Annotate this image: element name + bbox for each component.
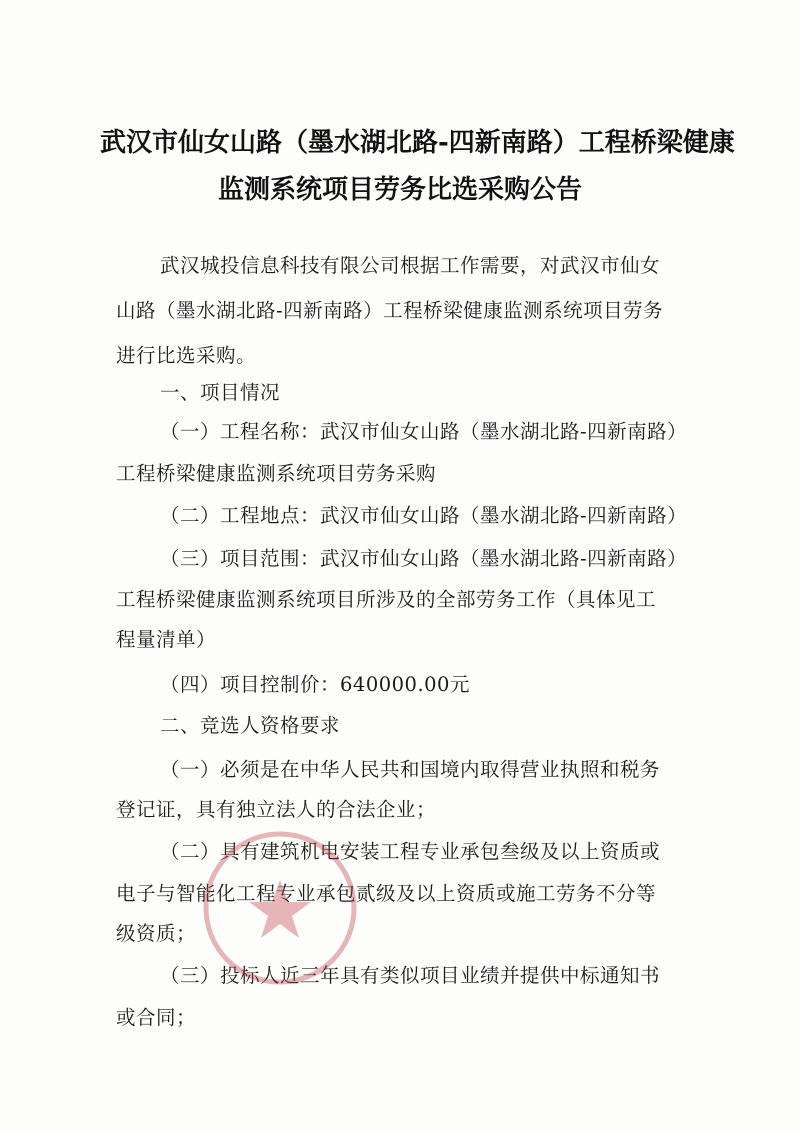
section-1-heading: 一、项目情况 xyxy=(160,381,281,404)
seal-star-icon xyxy=(249,880,311,938)
section-1-item-1-line-1: （一）工程名称：武汉市仙女山路（墨水湖北路-四新南路） xyxy=(160,420,688,443)
section-1-item-2: （二）工程地点：武汉市仙女山路（墨水湖北路-四新南路） xyxy=(160,504,688,527)
section-2-item-3-line-1: （三）投标人近三年具有类似项目业绩并提供中标通知书 xyxy=(160,964,661,987)
intro-line-3: 进行比选采购。 xyxy=(116,344,257,367)
intro-line-2: 山路（墨水湖北路-四新南路）工程桥梁健康监测系统项目劳务 xyxy=(116,299,664,322)
section-2-item-2-line-1: （二）具有建筑机电安装工程专业承包叁级及以上资质或 xyxy=(160,840,661,863)
section-2-item-1-line-2: 登记证，具有独立法人的合法企业； xyxy=(116,798,437,821)
section-1-item-1-line-2: 工程桥梁健康监测系统项目劳务采购 xyxy=(116,462,437,485)
section-2-heading: 二、竞选人资格要求 xyxy=(160,714,341,737)
section-1-item-3-line-1: （三）项目范围：武汉市仙女山路（墨水湖北路-四新南路） xyxy=(160,547,688,570)
section-2-item-2-line-3: 级资质； xyxy=(116,922,197,945)
document-title-line-2: 监测系统项目劳务比选采购公告 xyxy=(217,175,582,205)
intro-line-1: 武汉城投信息科技有限公司根据工作需要，对武汉市仙女 xyxy=(160,254,661,277)
section-1-item-3-line-3: 程量清单） xyxy=(116,628,217,651)
section-1-item-4: （四）项目控制价：640000.00元 xyxy=(160,673,470,696)
section-2-item-2-line-2: 电子与智能化工程专业承包贰级及以上资质或施工劳务不分等 xyxy=(116,882,657,905)
section-2-item-3-line-2: 或合同； xyxy=(116,1006,197,1029)
official-seal-stamp xyxy=(200,828,360,988)
section-2-item-1-line-1: （一）必须是在中华人民共和国境内取得营业执照和税务 xyxy=(160,758,661,781)
section-1-item-3-line-2: 工程桥梁健康监测系统项目所涉及的全部劳务工作（具体见工 xyxy=(116,588,657,611)
document-title-line-1: 武汉市仙女山路（墨水湖北路-四新南路）工程桥梁健康 xyxy=(100,128,735,158)
